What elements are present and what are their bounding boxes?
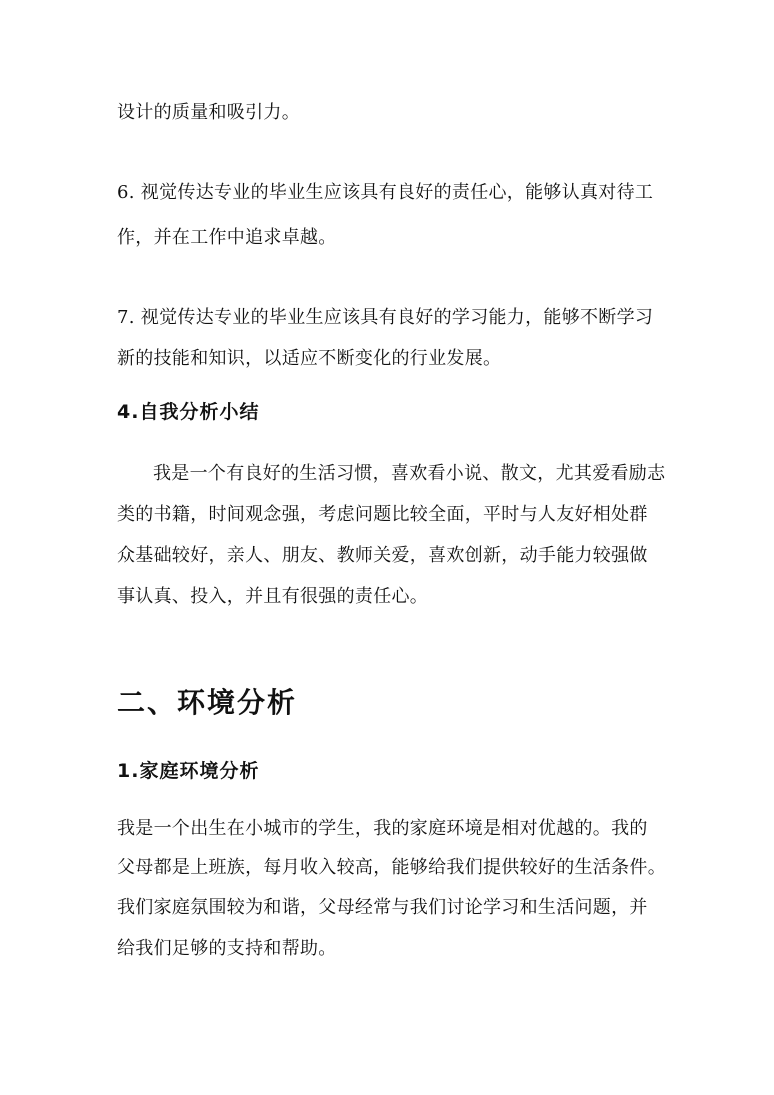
family-paragraph-line: 父母都是上班族，每月收入较高，能够给我们提供较好的生活条件。 <box>117 857 666 878</box>
item-6-line-2: 作，并在工作中追求卓越。 <box>117 227 337 248</box>
summary-paragraph-line: 类的书籍，时间观念强，考虑问题比较全面，平时与人友好相处群 <box>117 504 648 525</box>
item-7-line-2: 新的技能和知识，以适应不断变化的行业发展。 <box>117 348 502 369</box>
family-paragraph-line: 给我们足够的支持和帮助。 <box>117 938 337 959</box>
continuation-line: 设计的质量和吸引力。 <box>117 102 300 123</box>
summary-paragraph-line: 事认真、投入，并且有很强的责任心。 <box>117 586 429 607</box>
environment-analysis-chapter-heading: 二、环境分析 <box>117 686 298 719</box>
summary-paragraph-line: 众基础较好，亲人、朋友、教师关爱，喜欢创新，动手能力较强做 <box>117 545 648 566</box>
summary-paragraph-line: 我是一个有良好的生活习惯，喜欢看小说、散文，尤其爱看励志 <box>153 463 666 484</box>
item-6-line-1: 6. 视觉传达专业的毕业生应该具有良好的责任心，能够认真对待工 <box>117 182 654 203</box>
family-paragraph-line: 我是一个出生在小城市的学生，我的家庭环境是相对优越的。我的 <box>117 818 648 839</box>
self-analysis-summary-heading: 4.自我分析小结 <box>117 401 260 423</box>
family-paragraph-line: 我们家庭氛围较为和谐，父母经常与我们讨论学习和生活问题，并 <box>117 897 648 918</box>
item-7-line-1: 7. 视觉传达专业的毕业生应该具有良好的学习能力，能够不断学习 <box>117 307 654 328</box>
family-environment-heading: 1.家庭环境分析 <box>117 760 260 782</box>
